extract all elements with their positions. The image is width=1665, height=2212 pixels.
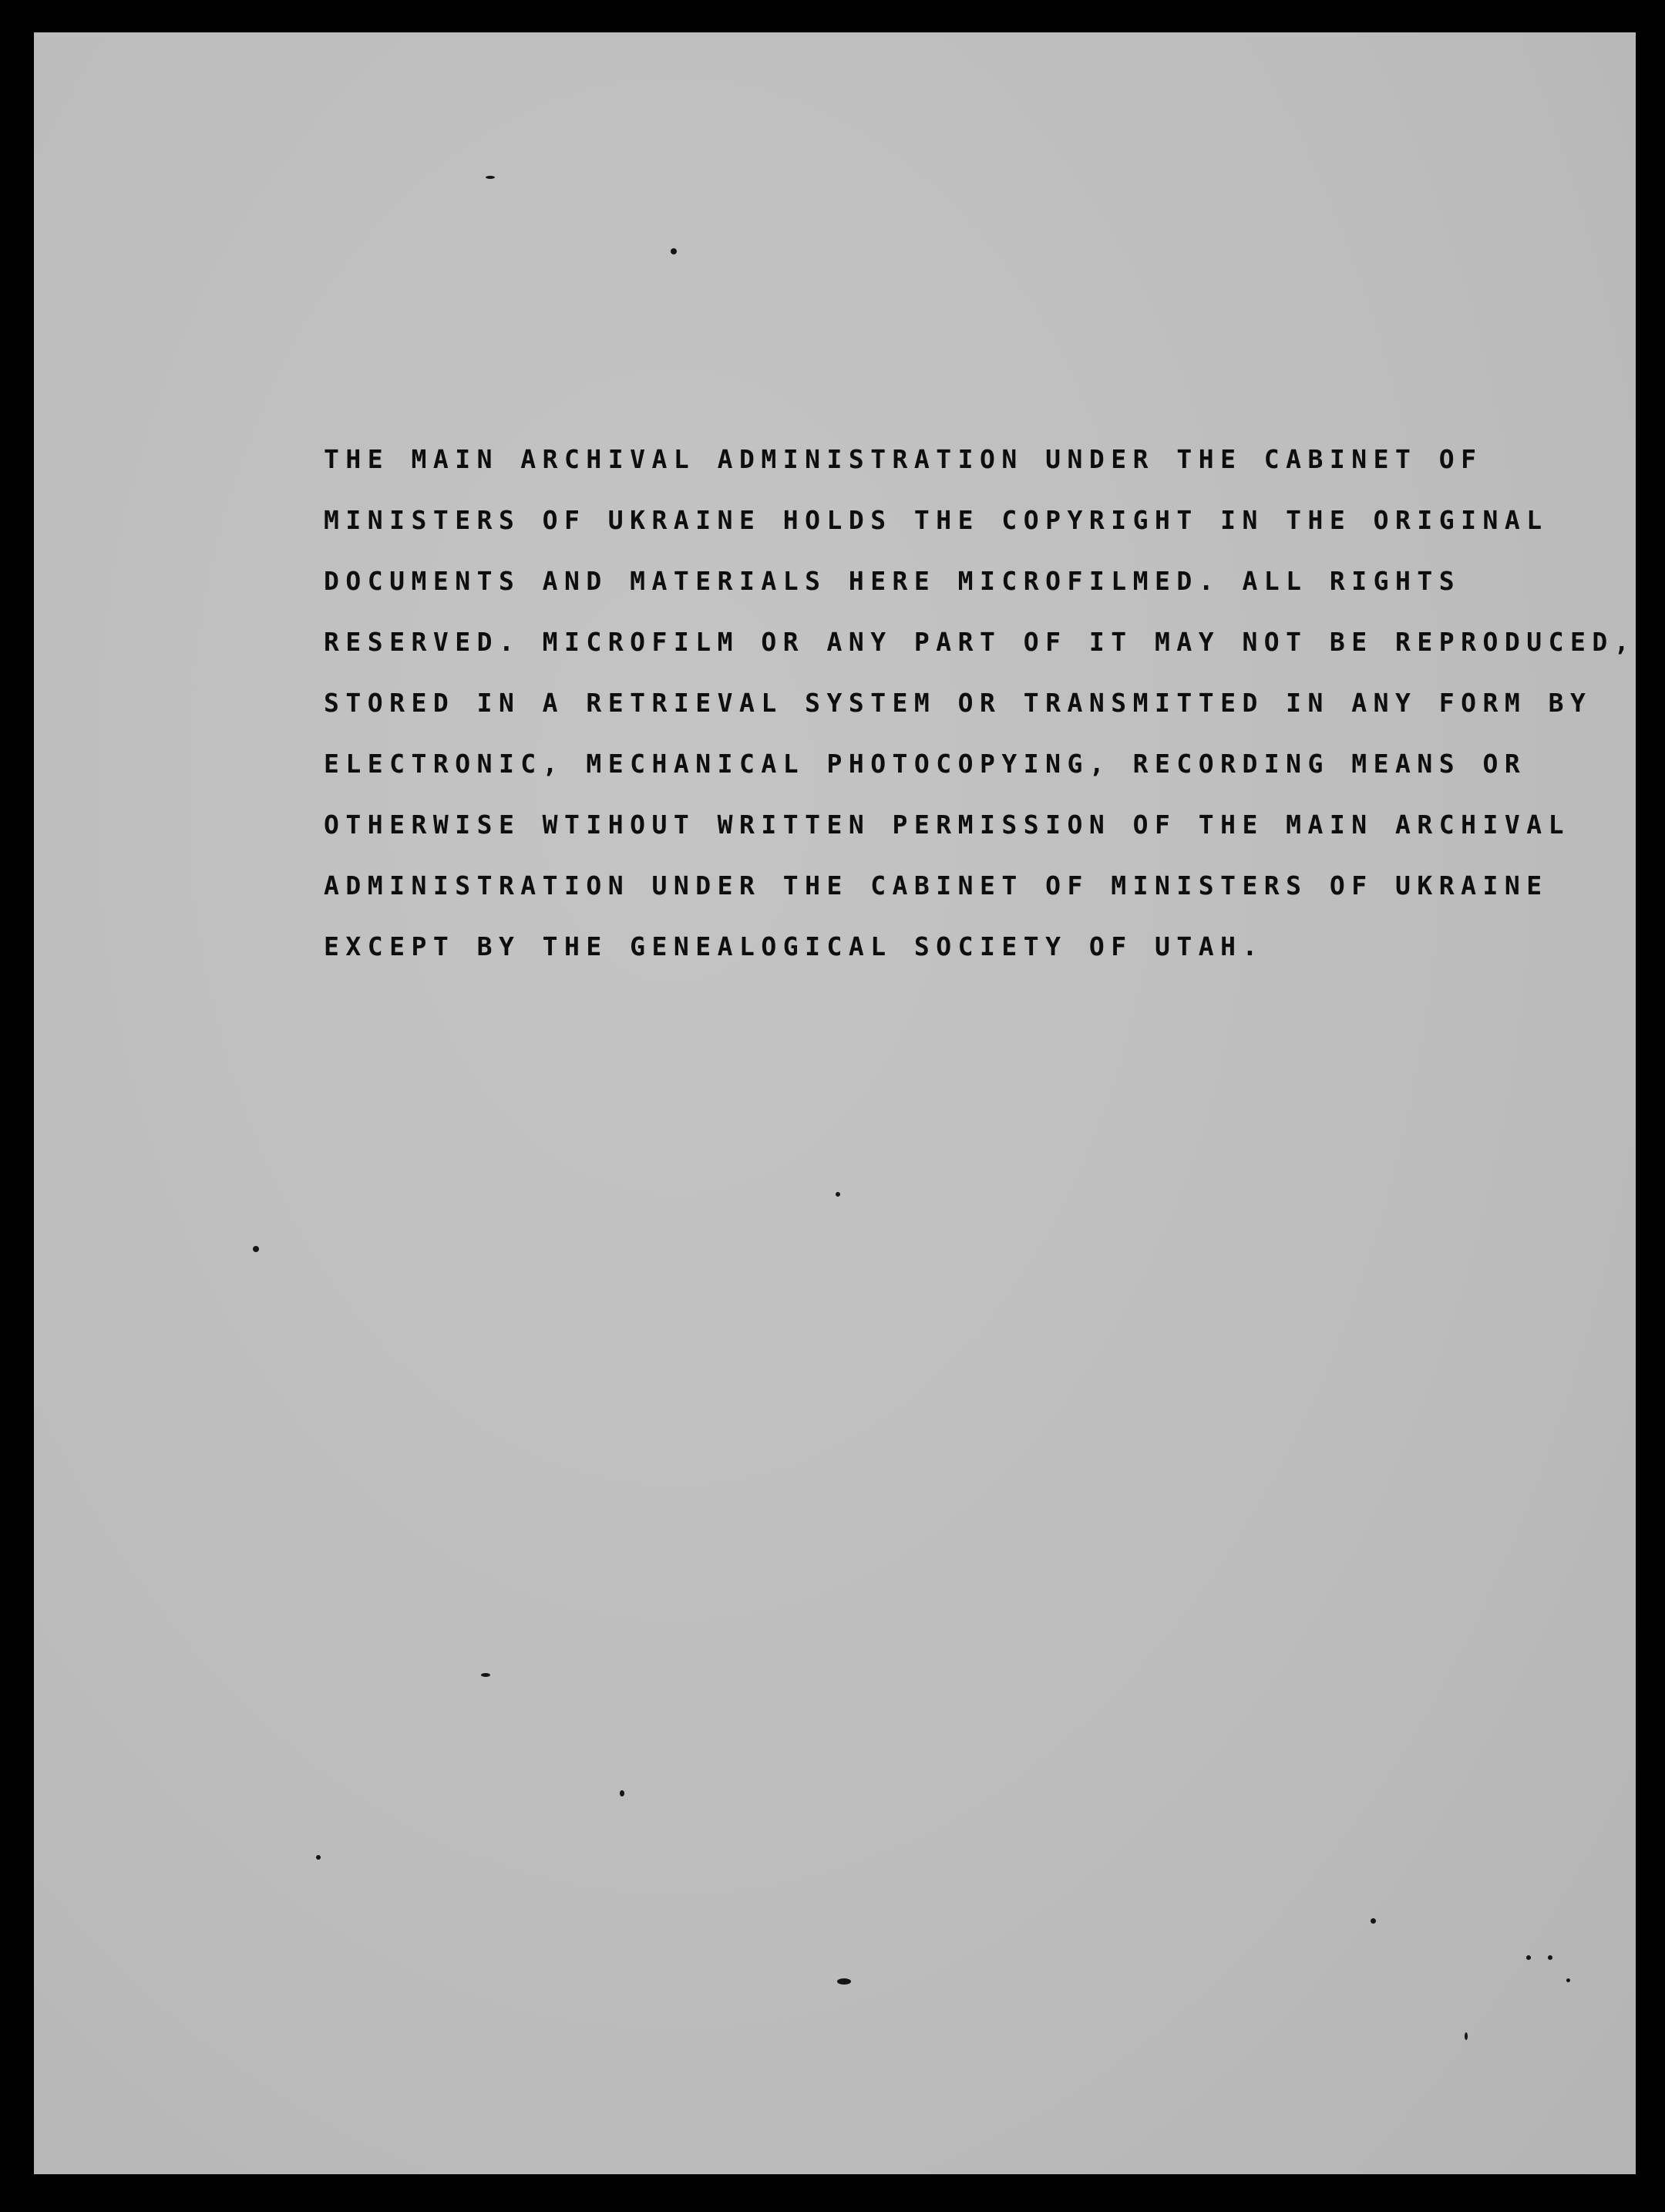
dust-speck xyxy=(836,1192,840,1197)
dust-speck xyxy=(1371,1918,1376,1924)
dust-speck xyxy=(1548,1955,1552,1960)
notice-line: DOCUMENTS AND MATERIALS HERE MICROFILMED. ALL RIGHTS xyxy=(324,566,1462,596)
dust-speck xyxy=(253,1246,259,1252)
dust-speck xyxy=(486,176,495,179)
notice-line: STORED IN A RETRIEVAL SYSTEM OR TRANSMITTED IN ANY FORM BY xyxy=(324,688,1593,718)
dust-speck xyxy=(837,1978,851,1985)
dust-speck xyxy=(1465,2032,1468,2040)
notice-line: ELECTRONIC, MECHANICAL PHOTOCOPYING, RECORDING MEANS OR xyxy=(324,749,1527,779)
notice-line: THE MAIN ARCHIVAL ADMINISTRATION UNDER THE CABINET OF xyxy=(324,444,1483,474)
document-sheet xyxy=(34,32,1636,2174)
notice-line: OTHERWISE WTIHOUT WRITTEN PERMISSION OF THE MAIN ARCHIVAL xyxy=(324,810,1570,840)
notice-line: ADMINISTRATION UNDER THE CABINET OF MINISTERS OF UKRAINE xyxy=(324,870,1549,901)
dust-speck xyxy=(1566,1978,1570,1982)
copyright-notice xyxy=(324,429,1636,977)
dust-speck xyxy=(671,248,677,254)
notice-line: RESERVED. MICROFILM OR ANY PART OF IT MAY NOT BE REPRODUCED, xyxy=(324,627,1636,657)
dust-speck xyxy=(1526,1955,1531,1960)
dust-speck xyxy=(481,1673,490,1677)
notice-line: EXCEPT BY THE GENEALOGICAL SOCIETY OF UTAH. xyxy=(324,931,1264,961)
dust-speck xyxy=(620,1790,624,1796)
notice-line: MINISTERS OF UKRAINE HOLDS THE COPYRIGHT IN THE ORIGINAL xyxy=(324,505,1549,535)
dust-speck xyxy=(316,1855,321,1860)
